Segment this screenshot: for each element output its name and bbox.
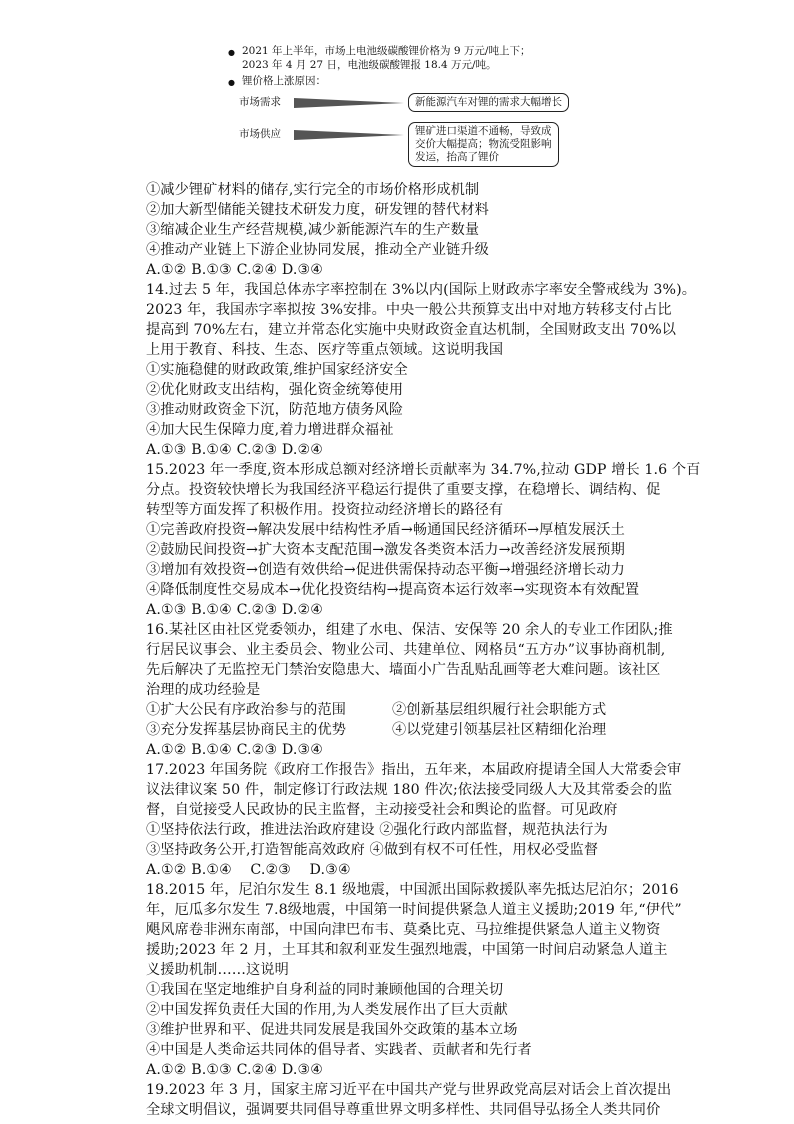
q16-option-2: ②创新基层组织履行社会职能方式	[392, 702, 607, 718]
q16-stem-line4: 治理的成功经验是	[146, 682, 261, 698]
q18-stem-line3: 飓风席卷非洲东南部，中国向津巴布韦、莫桑比克、马拉维提供紧急人道主义物资	[146, 922, 661, 938]
demand-wedge-arrow	[294, 98, 404, 110]
q16-choices: A.①② B.①④ C.②③ D.③④	[146, 742, 324, 758]
q18-stem-line1: 18.2015 年，尼泊尔发生 8.1 级地震，中国派出国际救援队率先抵达尼泊尔；2016	[146, 882, 679, 898]
q15-stem-line1: 15.2023 年一季度,资本形成总额对经济增长贡献率为 34.7%,拉动 GDP 增长 1.6 个百	[146, 462, 701, 478]
q13-choices: A.①② B.①③ C.②④ D.③④	[146, 262, 324, 278]
q14-stem-line1: 14.过去 5 年，我国总体赤字率控制在 3%以内(国际上财政赤字率安全警戒线为 3%)。	[146, 282, 697, 298]
q17-options-row2: ③坚持政务公开,打造智能高效政府 ④做到有权不可任性，用权必受监督	[146, 842, 599, 858]
q18-option-4: ④中国是人类命运共同体的倡导者、实践者、贡献者和先行者	[146, 1042, 532, 1058]
q18-choices: A.①② B.①③ C.②④ D.③④	[146, 1062, 324, 1078]
q14-stem-line2: 2023 年，我国赤字率拟按 3%安排。中央一般公共预算支出中对地方转移支付占比	[146, 302, 672, 318]
bullet-icon: ●	[228, 48, 235, 57]
q17-options-row1: ①坚持依法行政，推进法治政府建设 ②强化行政内部监督，规范执法行为	[146, 822, 608, 838]
q18-option-3: ③维护世界和平、促进共同发展是我国外交政策的基本立场	[146, 1022, 518, 1038]
q14-stem-line3: 提高到 70%左右，建立并常态化实施中央财政资金直达机制，全国财政支出 70%以	[146, 322, 677, 338]
q18-stem-line2: 年，厄瓜多尔发生 7.8级地震，中国第一时间提供紧急人道主义援助;2019 年,“伊代”	[146, 902, 682, 918]
q16-option-3: ③充分发挥基层协商民主的优势	[146, 722, 347, 738]
q16-options-row1	[146, 700, 606, 720]
q16-stem-line2: 行居民议事会、业主委员会、物业公司、共建单位、网格员“五方办”议事协商机制,	[146, 642, 666, 658]
q14-option-1: ①实施稳健的财政政策,维护国家经济安全	[146, 362, 408, 378]
q15-stem-line3: 转型等方面发挥了积极作用。投资拉动经济增长的路径有	[146, 502, 504, 518]
q15-stem-line2: 分点。投资较快增长为我国经济平稳运行提供了重要支撑，在稳增长、调结构、促	[146, 482, 661, 498]
q15-option-3: ③增加有效投资→创造有效供给→促进供需保持动态平衡→增强经济增长动力	[146, 562, 625, 578]
demand-label: 市场需求	[239, 96, 281, 108]
q18-option-1: ①我国在坚定地维护自身利益的同时兼顾他国的合理关切	[146, 982, 504, 998]
q19-stem-line1: 19.2023 年 3 月，国家主席习近平在中国共产党与世界政党高层对话会上首次提出	[146, 1082, 672, 1098]
q15-option-1: ①完善政府投资→解决发展中结构性矛盾→畅通国民经济循环→厚植发展沃土	[146, 522, 625, 538]
q19-stem-line2: 全球文明倡议，强调要共同倡导尊重世界文明多样性、共同倡导弘扬全人类共同价	[146, 1102, 661, 1118]
q17-stem-line2: 议法律议案 50 件，制定修订行政法规 180 件次;依法接受同级人大及其常委会的监	[146, 782, 673, 798]
q17-stem-line1: 17.2023 年国务院《政府工作报告》指出，五年来，本届政府提请全国人大常委会审	[146, 762, 682, 778]
supply-box	[408, 122, 559, 167]
lithium-price-figure	[222, 40, 602, 175]
q16-option-4: ④以党建引领基层社区精细化治理	[392, 722, 607, 738]
q15-option-2: ②鼓励民间投资→扩大资本支配范围→激发各类资本活力→改善经济发展预期	[146, 542, 625, 558]
demand-box: 新能源汽车对锂的需求大幅增长	[408, 93, 569, 112]
q14-option-3: ③推动财政资金下沉，防范地方债务风险	[146, 402, 404, 418]
q14-option-4: ④加大民生保障力度,着力增进群众福祉	[146, 422, 394, 438]
q14-stem-line4: 上用于教育、科技、生态、医疗等重点领域。这说明我国	[146, 342, 504, 358]
supply-label: 市场供应	[239, 128, 281, 140]
q14-option-2: ②优化财政支出结构，强化资金统筹使用	[146, 382, 404, 398]
q18-option-2: ②中国发挥负责任大国的作用,为人类发展作出了巨大贡献	[146, 1002, 508, 1018]
q16-stem-line1: 16.某社区由社区党委领办，组建了水电、保洁、安保等 20 余人的专业工作团队;推	[146, 622, 673, 638]
q13-option-4: ④推动产业链上下游企业协同发展，推动全产业链升级	[146, 242, 489, 258]
q14-choices: A.①③ B.①④ C.②③ D.②④	[146, 442, 324, 458]
q18-stem-line4: 援助;2023 年 2 月，土耳其和叙利亚发生强烈地震，中国第一时间启动紧急人道主	[146, 942, 668, 958]
supply-box-line2: 交价大幅提高；物流受阻影响	[415, 138, 552, 150]
q17-choices: A.①② B.①④ C.②③ D.③④	[146, 862, 351, 878]
q18-stem-line5: 义援助机制……这说明	[146, 962, 289, 978]
q17-stem-line3: 督，自觉接受人民政协的民主监督，主动接受社会和舆论的监督。可见政府	[146, 802, 618, 818]
q13-option-1: ①减少锂矿材料的储存,实行完全的市场价格形成机制	[146, 182, 480, 198]
q13-option-3: ③缩减企业生产经营规模,减少新能源汽车的生产数量	[146, 222, 480, 238]
bullet-icon: ●	[228, 78, 235, 87]
figure-bullet1-line1: 2021 年上半年，市场上电池级碳酸锂价格为 9 万元/吨上下；	[242, 45, 531, 57]
q16-stem-line3: 先后解决了无监控无门禁治安隐患大、墙面小广告乱贴乱画等老大难问题。该社区	[146, 662, 661, 678]
supply-box-line1: 锂矿进口渠道不通畅，导致成	[415, 125, 552, 137]
q16-option-1: ①扩大公民有序政治参与的范围	[146, 702, 347, 718]
figure-bullet1-line2: 2023 年 4 月 27 日，电池级碳酸锂报 18.4 万元/吨。	[242, 59, 497, 71]
q16-options-row2	[146, 720, 606, 740]
figure-bullet2: 锂价格上涨原因：	[242, 75, 326, 87]
q15-choices: A.①③ B.①④ C.②③ D.②④	[146, 602, 324, 618]
q15-option-4: ④降低制度性交易成本→优化投资结构→提高资本运行效率→实现资本有效配置	[146, 582, 640, 598]
q13-option-2: ②加大新型储能关键技术研发力度，研发锂的替代材料	[146, 202, 489, 218]
supply-box-line3: 发运，抬高了锂价	[415, 151, 499, 163]
supply-wedge-arrow	[294, 130, 404, 142]
